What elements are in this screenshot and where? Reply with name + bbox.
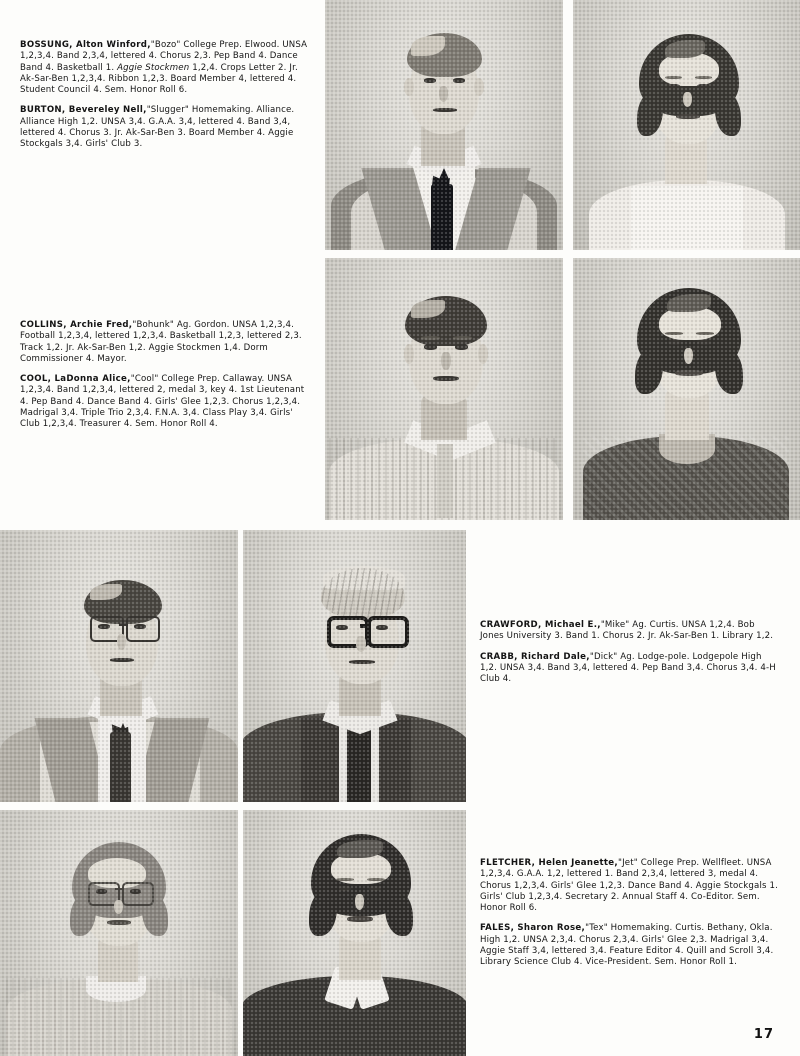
- entry-fletcher-fales: [480, 858, 780, 978]
- entry-fletcher-paragraph: [480, 858, 780, 914]
- entry-fletcher-text: College Prep. Wellfleet. UNSA 1,2,3,4. G.A.A. 1,2, lettered 1. Band 2,3,4, lettered 3, medal 4. Chorus 1,2,3,4. Girls' Glee 1,2,3. Dance Band 4. Aggie Stockgals 1. Girls' Club 1,2,3,4. Secretary 2. Annual Staff 4. Co-Editor. Sem. Honor Roll 6.: [480, 858, 778, 914]
- entry-bossung-text: College Prep. Elwood. UNSA 1,2,3,4. Band 2,3,4, lettered 4. Chorus 2,3. Pep Band 4. Dance Band 4. Basketball 1.: [20, 40, 308, 73]
- entry-collins-nickname: "Bohunk": [132, 320, 174, 330]
- entry-bossung-name: BOSSUNG, Alton Winford,: [20, 40, 151, 50]
- portrait-burton: [573, 0, 800, 250]
- entry-bossung-text2: 1,2,4. Crops Letter 2. Jr. Ak-Sar-Ben 1,2,3,4. Ribbon 1,2,3. Board Member 4, lettered 4. Student Council 4. Sem. Honor Roll 6.: [20, 62, 298, 96]
- entry-cool-text: College Prep. Callaway. UNSA 1,2,3,4. Band 1,2,3,4, lettered 2, medal 3, key 4. 1st Lieutenant 4. Pep Band 4. Dance Band 4. Girls' Glee 1,2,3. Chorus 1,2,3,4. Madrigal 3,4. Triple Trio 2,3,4. F.N.A. 3,4. Class Play 3,4. Girls' Club 1,2,3,4. Treasurer 4. Sem. Honor Roll 4.: [20, 374, 305, 430]
- entry-bossung-nickname: "Bozo": [150, 40, 181, 50]
- portrait-crabb: [243, 530, 466, 802]
- portrait-fales: [243, 810, 466, 1056]
- entry-burton-paragraph: [20, 105, 312, 150]
- entry-fletcher-nickname: "Jet": [617, 858, 638, 868]
- entry-bossung: [20, 40, 312, 160]
- portrait-collins: [325, 258, 563, 520]
- portrait-bossung: [325, 0, 563, 250]
- entry-cool-nickname: "Cool": [130, 374, 159, 385]
- entry-fales-paragraph: [480, 923, 780, 968]
- portrait-fletcher: [0, 810, 238, 1056]
- entry-crawford-text: Ag. Curtis. UNSA 1,2,4. Bob Jones University 3. Band 1. Chorus 2. Jr. Ak-Sar-Ben 1. Library 1,2.: [480, 620, 774, 642]
- portrait-cool: [573, 258, 800, 520]
- entry-collins-text: Ag. Gordon. UNSA 1,2,3,4. Football 1,2,3,4, lettered 1,2,3,4. Basketball 1,2,3, lettered 2,3. Track 1,2. Jr. Ak-Sar-Ben 1,2. Aggie Stockmen 1,4. Dorm Commissioner 4. Mayor.: [20, 320, 302, 364]
- entry-crawford-nickname: "Mike": [600, 620, 630, 630]
- entry-collins-paragraph: [20, 320, 312, 365]
- entry-fales-text: Homemaking. Curtis. Bethany, Okla. High 1,2. UNSA 2,3,4. Chorus 2,3,4. Girls' Glee 2,3. Madrigal 3,4. Aggie Staff 3,4, lettered 3,4. Feature Editor 4. Quill and Scroll 3,4. Library Science Club 4. Vice-President. Sem. Honor Roll 1.: [480, 923, 774, 968]
- entry-crabb-text: Ag. Lodge-pole. Lodgepole High 1,2. UNSA 3,4. Band 3,4, lettered 4. Pep Band 3,4. Chorus 3,4. 4-H Club 4.: [480, 651, 776, 685]
- entry-collins-name: COLLINS, Archie Fred,: [20, 320, 133, 330]
- entry-fales-nickname: "Tex": [585, 923, 608, 934]
- entry-collins-cool: [20, 320, 312, 440]
- entry-cool-name: COOL, LaDonna Alice,: [20, 374, 131, 385]
- entry-fletcher-name: FLETCHER, Helen Jeanette,: [480, 858, 618, 868]
- page-number: 17: [753, 1027, 774, 1042]
- portrait-crawford: [0, 530, 238, 802]
- entry-crabb-nickname: "Dick": [589, 651, 618, 662]
- entry-fales-name: FALES, Sharon Rose,: [480, 923, 586, 934]
- entry-burton-text: Homemaking. Alliance. Alliance High 1,2. UNSA 3,4. G.A.A. 3,4, lettered 4. Band 3,4, lettered 4. Chorus 3. Jr. Ak-Sar-Ben 3. Board Member 4. Aggie Stockgals 3,4. Girls' Club 3.: [20, 105, 295, 150]
- entry-crawford-name: CRAWFORD, Michael E.,: [480, 620, 601, 630]
- entry-cool-paragraph: [20, 374, 312, 430]
- entry-bossung-italic: Aggie Stockmen: [117, 62, 190, 73]
- entry-burton-nickname: "Slugger": [146, 105, 189, 116]
- entry-burton-name: BURTON, Bevereley Nell,: [20, 105, 147, 116]
- entry-crabb-paragraph: [480, 652, 780, 686]
- entry-crabb-name: CRABB, Richard Dale,: [480, 651, 590, 662]
- entry-crawford-paragraph: [480, 620, 780, 643]
- entry-crawford-crabb: [480, 620, 780, 694]
- entry-bossung-paragraph: [20, 40, 312, 96]
